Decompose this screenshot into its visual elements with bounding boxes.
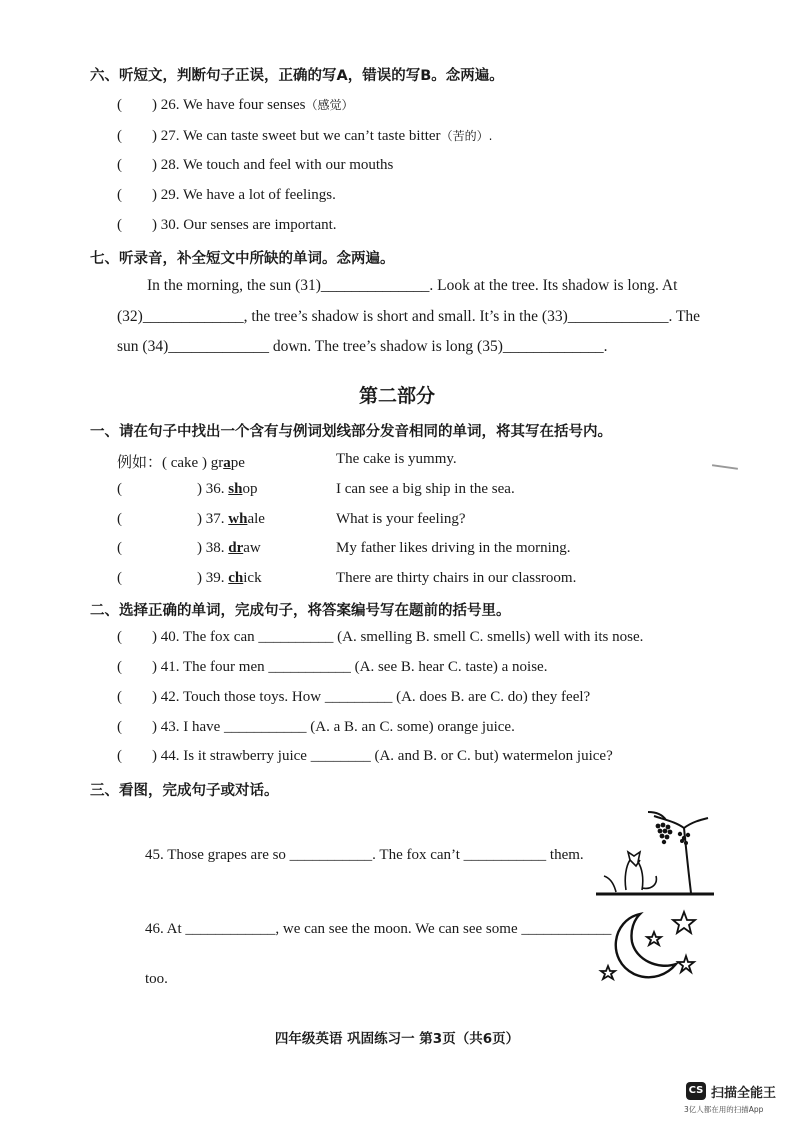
- answer-paren[interactable]: ( ): [117, 128, 157, 144]
- answer-paren[interactable]: ( ): [117, 719, 157, 735]
- answer-paren[interactable]: ( ): [117, 157, 157, 173]
- sentence-39: There are thirty chairs in our classroom.: [336, 570, 577, 586]
- question-36: [117, 481, 257, 498]
- underlined-sound: ch: [228, 570, 244, 586]
- page-footer: 四年级英语 巩固练习一 第3页（共6页）: [274, 1031, 520, 1047]
- question-text: 26. We have four senses: [160, 97, 306, 113]
- passage-line-2: (32)_____________, the tree’s shadow is short and small. It’s in the (33)_____________. The: [117, 308, 701, 325]
- question-note: （苦的）.: [440, 129, 493, 143]
- question-46: 46. At ____________, we can see the moon. We can see some ____________: [145, 921, 612, 937]
- underlined-sound: wh: [228, 511, 248, 527]
- answer-paren[interactable]: ( ): [117, 217, 157, 233]
- sentence-36: I can see a big ship in the sea.: [336, 481, 515, 497]
- answer-paren[interactable]: ( ): [117, 481, 202, 497]
- q1-heading: 一、请在句子中找出一个含有与例词划线部分发音相同的单词，将其写在括号内。: [90, 424, 612, 440]
- question-text: 44. Is it strawberry juice ________ (A. and B. or C. but) watermelon juice?: [160, 748, 613, 764]
- question-number: 36.: [205, 481, 229, 497]
- answer-paren[interactable]: ( ): [117, 187, 157, 203]
- example-underline: a: [223, 455, 231, 471]
- watermark-name: 扫描全能王: [711, 1086, 777, 1101]
- section7-heading: 七、听录音，补全短文中所缺的单词。念两遍。: [90, 251, 395, 267]
- answer-paren[interactable]: ( ): [117, 748, 157, 764]
- answer-paren[interactable]: ( ): [117, 689, 157, 705]
- q1-example-sentence: The cake is yummy.: [336, 451, 457, 467]
- question-37: [117, 511, 265, 528]
- underlined-sound: sh: [228, 481, 243, 497]
- answer-paren[interactable]: ( ): [117, 540, 202, 556]
- question-text: 43. I have ___________ (A. a B. an C. some) orange juice.: [160, 719, 515, 735]
- question-45: 45. Those grapes are so ___________. The fox can’t ___________ them.: [145, 847, 584, 863]
- question-40: [117, 629, 643, 646]
- word-rest: ick: [243, 570, 262, 586]
- passage-line-1: In the morning, the sun (31)______________. Look at the tree. Its shadow is long. At: [147, 277, 678, 294]
- q3-heading: 三、看图，完成句子或对话。: [90, 783, 279, 799]
- question-number: 38.: [205, 540, 229, 556]
- watermark-subtitle: 3亿人都在用的扫描App: [684, 1105, 764, 1114]
- word-rest: ale: [247, 511, 265, 527]
- answer-paren[interactable]: ( ): [117, 97, 157, 113]
- question-30: [117, 217, 337, 234]
- section6-heading: 六、听短文，判断句子正误，正确的写A，错误的写B。念两遍。: [90, 68, 504, 84]
- stray-mark: [712, 464, 738, 469]
- passage-line-3: sun (34)_____________ down. The tree’s shadow is long (35)_____________.: [117, 338, 608, 355]
- camscanner-logo-icon: CS: [686, 1082, 706, 1100]
- fox-grapes-illustration: [596, 808, 714, 898]
- part2-title: 第二部分: [358, 385, 435, 407]
- question-text: 29. We have a lot of feelings.: [160, 187, 336, 203]
- word-rest: op: [242, 481, 258, 497]
- question-43: [117, 719, 515, 736]
- question-27: [117, 127, 492, 145]
- question-44: [117, 748, 613, 765]
- question-text: 28. We touch and feel with our mouths: [160, 157, 394, 173]
- question-text: 27. We can taste sweet but we can’t taste bitter: [160, 128, 441, 144]
- question-note: （感觉）: [305, 98, 354, 112]
- question-text: 30. Our senses are important.: [160, 217, 337, 233]
- question-number: 37.: [205, 511, 229, 527]
- answer-paren[interactable]: ( ): [117, 511, 202, 527]
- question-text: 42. Touch those toys. How _________ (A. does B. are C. do) they feel?: [160, 689, 591, 705]
- example-word-rest: pe: [230, 455, 245, 471]
- word-rest: aw: [243, 540, 261, 556]
- underlined-sound: dr: [228, 540, 244, 556]
- question-41: [117, 659, 547, 676]
- q1-example: [117, 451, 245, 472]
- question-38: [117, 540, 261, 557]
- answer-paren[interactable]: ( ): [117, 659, 157, 675]
- question-29: [117, 187, 336, 204]
- q2-heading: 二、选择正确的单词，完成句子，将答案编号写在题前的括号里。: [90, 603, 511, 619]
- example-word: 例如：( cake ) gr: [117, 455, 224, 471]
- question-text: 40. The fox can __________ (A. smelling B. smell C. smells) well with its nose.: [160, 629, 644, 645]
- question-26: [117, 96, 354, 114]
- question-46-continued: too.: [145, 971, 168, 987]
- answer-paren[interactable]: ( ): [117, 570, 202, 586]
- sentence-38: My father likes driving in the morning.: [336, 540, 571, 556]
- sentence-37: What is your feeling?: [336, 511, 466, 527]
- answer-paren[interactable]: ( ): [117, 629, 157, 645]
- question-number: 39.: [205, 570, 229, 586]
- question-42: [117, 689, 590, 706]
- question-text: 41. The four men ___________ (A. see B. hear C. taste) a noise.: [160, 659, 548, 675]
- question-28: [117, 157, 393, 174]
- question-39: [117, 570, 262, 587]
- moon-stars-illustration: [596, 908, 704, 988]
